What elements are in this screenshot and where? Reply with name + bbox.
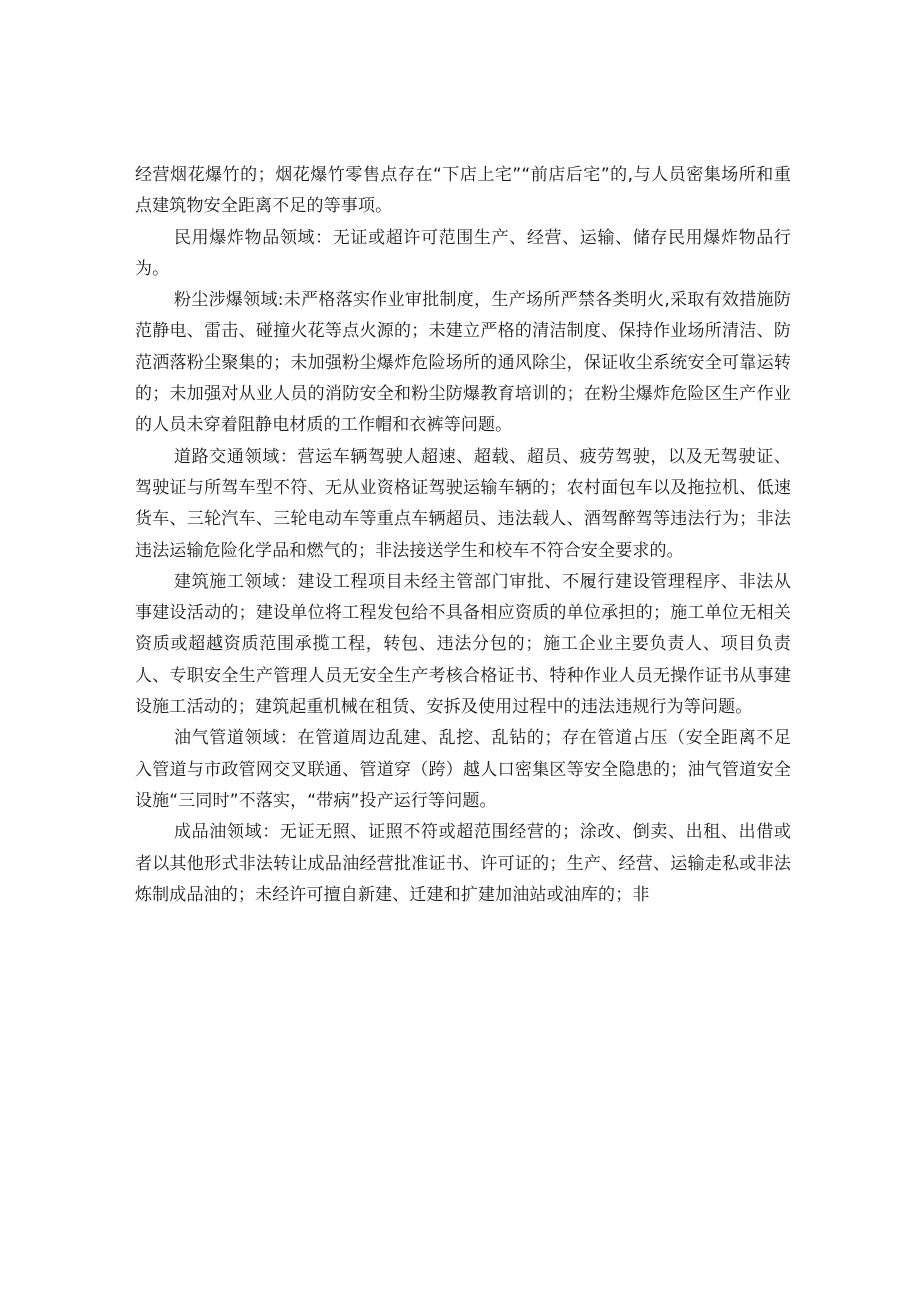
paragraph-dust-explosion: 粉尘涉爆领域:未严格落实作业审批制度，生产场所严禁各类明火,采取有效措施防范静电、雷击、碰撞火花等点火源的；未建立严格的清洁制度、保持作业场所清洁、防范洒落粉尘聚集的；未加强粉尘爆炸危险场所的通风除尘，保证收尘系统安全可靠运转的；未加强对从业人员的消防安全和粉尘防爆教育培训的；在粉尘爆炸危险区生产作业的人员未穿着阻静电材质的工作帽和衣裤等问题。 — [135, 290, 791, 436]
paragraph-refined-oil: 成品油领域：无证无照、证照不符或超范围经营的；涂改、倒卖、出租、出借或者以其他形式非法转让成品油经营批准证书、许可证的；生产、经营、运输走私或非法炼制成品油的；未经许可擅自新建、迁建和扩建加油站或油库的；非 — [135, 822, 791, 905]
paragraph-road-traffic: 道路交通领域：营运车辆驾驶人超速、超载、超员、疲劳驾驶，以及无驾驶证、驾驶证与所驾车型不符、无从业资格证驾驶运输车辆的；农村面包车以及拖拉机、低速货车、三轮汽车、三轮电动车等重点车辆超员、违法载人、酒驾醉驾等违法行为；非法违法运输危险化学品和燃气的；非法接送学生和校车不符合安全要求的。 — [135, 446, 791, 561]
document-body — [135, 160, 791, 911]
paragraph-oil-gas-pipeline: 油气管道领域：在管道周边乱建、乱挖、乱钻的；存在管道占压（安全距离不足入管道与市政管网交叉联通、管道穿（跨）越人口密集区等安全隐患的；油气管道安全设施“三同时”不落实，“带病”投产运行等问题。 — [135, 728, 791, 811]
paragraph-construction: 建筑施工领域：建设工程项目未经主管部门审批、不履行建设管理程序、非法从事建设活动的；建设单位将工程发包给不具备相应资质的单位承担的；施工单位无相关资质或超越资质范围承揽工程，转包、违法分包的；施工企业主要负责人、项目负责人、专职安全生产管理人员无安全生产考核合格证书、特种作业人员无操作证书从事建设施工活动的；建筑起重机械在租赁、安拆及使用过程中的违法违规行为等问题。 — [135, 571, 791, 718]
paragraph-civil-explosives: 民用爆炸物品领域：无证或超许可范围生产、经营、运输、储存民用爆炸物品行为。 — [135, 227, 791, 279]
paragraph-fireworks-continuation: 经营烟花爆竹的；烟花爆竹零售点存在“下店上宅”“前店后宅”的,与人员密集场所和重点建筑物安全距离不足的等事项。 — [135, 165, 791, 217]
